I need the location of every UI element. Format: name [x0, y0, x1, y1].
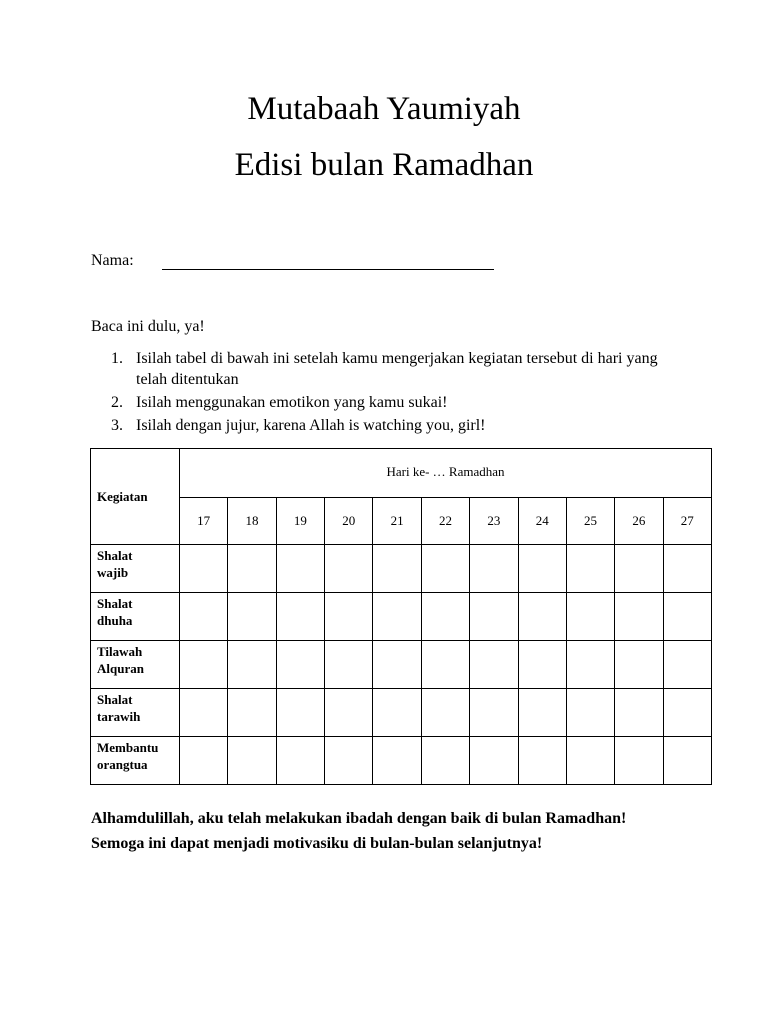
check-cell[interactable] — [276, 545, 324, 593]
check-cell[interactable] — [421, 737, 469, 785]
check-cell[interactable] — [663, 593, 711, 641]
activity-label-line1: Membantu — [97, 740, 159, 755]
day-header-20: 20 — [325, 498, 373, 545]
day-header-24: 24 — [518, 498, 566, 545]
instruction-number: 3. — [111, 417, 123, 434]
instruction-text: Isilah menggunakan emotikon yang kamu sukai! — [136, 394, 448, 411]
check-cell[interactable] — [421, 545, 469, 593]
day-header-17: 17 — [180, 498, 228, 545]
check-cell[interactable] — [373, 737, 421, 785]
activity-label-line2: dhuha — [97, 613, 133, 628]
activity-label — [91, 593, 180, 641]
check-cell[interactable] — [615, 545, 663, 593]
check-cell[interactable] — [373, 689, 421, 737]
check-cell[interactable] — [228, 737, 276, 785]
activity-label — [91, 641, 180, 689]
check-cell[interactable] — [180, 593, 228, 641]
activity-column-header: Kegiatan — [91, 449, 180, 545]
day-header-21: 21 — [373, 498, 421, 545]
check-cell[interactable] — [325, 737, 373, 785]
check-cell[interactable] — [373, 545, 421, 593]
check-cell[interactable] — [180, 641, 228, 689]
check-cell[interactable] — [228, 641, 276, 689]
day-header-25: 25 — [566, 498, 614, 545]
activity-label — [91, 689, 180, 737]
activity-label-line1: Shalat — [97, 596, 133, 611]
day-header-23: 23 — [470, 498, 518, 545]
instruction-number: 1. — [111, 350, 123, 367]
instruction-item — [111, 415, 691, 436]
day-header-26: 26 — [615, 498, 663, 545]
check-cell[interactable] — [566, 641, 614, 689]
instruction-list — [111, 348, 691, 438]
check-cell[interactable] — [518, 689, 566, 737]
check-cell[interactable] — [470, 593, 518, 641]
activity-label-line1: Shalat — [97, 692, 133, 707]
check-cell[interactable] — [663, 737, 711, 785]
document-title: Mutabaah Yaumiyah — [247, 91, 521, 127]
check-cell[interactable] — [421, 689, 469, 737]
check-cell[interactable] — [325, 593, 373, 641]
check-cell[interactable] — [276, 641, 324, 689]
table-row — [91, 641, 712, 689]
check-cell[interactable] — [276, 689, 324, 737]
check-cell[interactable] — [180, 689, 228, 737]
check-cell[interactable] — [228, 545, 276, 593]
check-cell[interactable] — [663, 641, 711, 689]
check-cell[interactable] — [566, 737, 614, 785]
instruction-text: Isilah dengan jujur, karena Allah is watching you, girl! — [136, 417, 486, 434]
activity-rows — [91, 545, 712, 785]
check-cell[interactable] — [325, 545, 373, 593]
name-blank-line[interactable] — [162, 269, 494, 270]
check-cell[interactable] — [470, 737, 518, 785]
check-cell[interactable] — [180, 545, 228, 593]
check-cell[interactable] — [373, 641, 421, 689]
check-cell[interactable] — [566, 689, 614, 737]
check-cell[interactable] — [615, 593, 663, 641]
activity-label-line2: tarawih — [97, 709, 141, 724]
check-cell[interactable] — [276, 593, 324, 641]
table-row — [91, 737, 712, 785]
check-cell[interactable] — [518, 545, 566, 593]
activity-label — [91, 545, 180, 593]
check-cell[interactable] — [373, 593, 421, 641]
check-cell[interactable] — [518, 593, 566, 641]
activity-label-line2: wajib — [97, 565, 129, 580]
day-header-27: 27 — [663, 498, 711, 545]
activity-label-line2: Alquran — [97, 661, 144, 676]
check-cell[interactable] — [566, 593, 614, 641]
check-cell[interactable] — [228, 593, 276, 641]
check-cell[interactable] — [421, 593, 469, 641]
activity-label-line1: Tilawah — [97, 644, 143, 659]
closing-message: Alhamdulillah, aku telah melakukan ibadah dengan baik di bulan Ramadhan! Semoga ini dapat menjadi motivasiku di bulan-bulan selanjutnya! — [91, 810, 627, 852]
check-cell[interactable] — [276, 737, 324, 785]
check-cell[interactable] — [325, 641, 373, 689]
check-cell[interactable] — [228, 689, 276, 737]
check-cell[interactable] — [615, 641, 663, 689]
instruction-item — [111, 348, 691, 390]
instruction-item — [111, 392, 691, 413]
activity-label-line2: orangtua — [97, 757, 148, 772]
check-cell[interactable] — [615, 737, 663, 785]
instruction-number: 2. — [111, 394, 123, 411]
check-cell[interactable] — [518, 737, 566, 785]
activity-label-line1: Shalat — [97, 548, 133, 563]
check-cell[interactable] — [470, 641, 518, 689]
tracking-table — [90, 448, 712, 785]
check-cell[interactable] — [615, 689, 663, 737]
day-group-header: Hari ke- … Ramadhan — [180, 449, 712, 498]
check-cell[interactable] — [663, 545, 711, 593]
instruction-text: Isilah tabel di bawah ini setelah kamu mengerjakan kegiatan tersebut di hari yang telah ditentukan — [136, 350, 658, 388]
day-header-18: 18 — [228, 498, 276, 545]
check-cell[interactable] — [421, 641, 469, 689]
day-header-22: 22 — [421, 498, 469, 545]
check-cell[interactable] — [180, 737, 228, 785]
check-cell[interactable] — [663, 689, 711, 737]
activity-label — [91, 737, 180, 785]
check-cell[interactable] — [470, 689, 518, 737]
day-header-19: 19 — [276, 498, 324, 545]
name-label: Nama: — [91, 252, 134, 269]
check-cell[interactable] — [566, 545, 614, 593]
intro-text: Baca ini dulu, ya! — [91, 318, 205, 335]
table-row — [91, 593, 712, 641]
check-cell[interactable] — [325, 689, 373, 737]
check-cell[interactable] — [518, 641, 566, 689]
table-row — [91, 689, 712, 737]
day-header-row — [91, 498, 712, 545]
table-row — [91, 545, 712, 593]
check-cell[interactable] — [470, 545, 518, 593]
document-subtitle: Edisi bulan Ramadhan — [234, 147, 534, 183]
